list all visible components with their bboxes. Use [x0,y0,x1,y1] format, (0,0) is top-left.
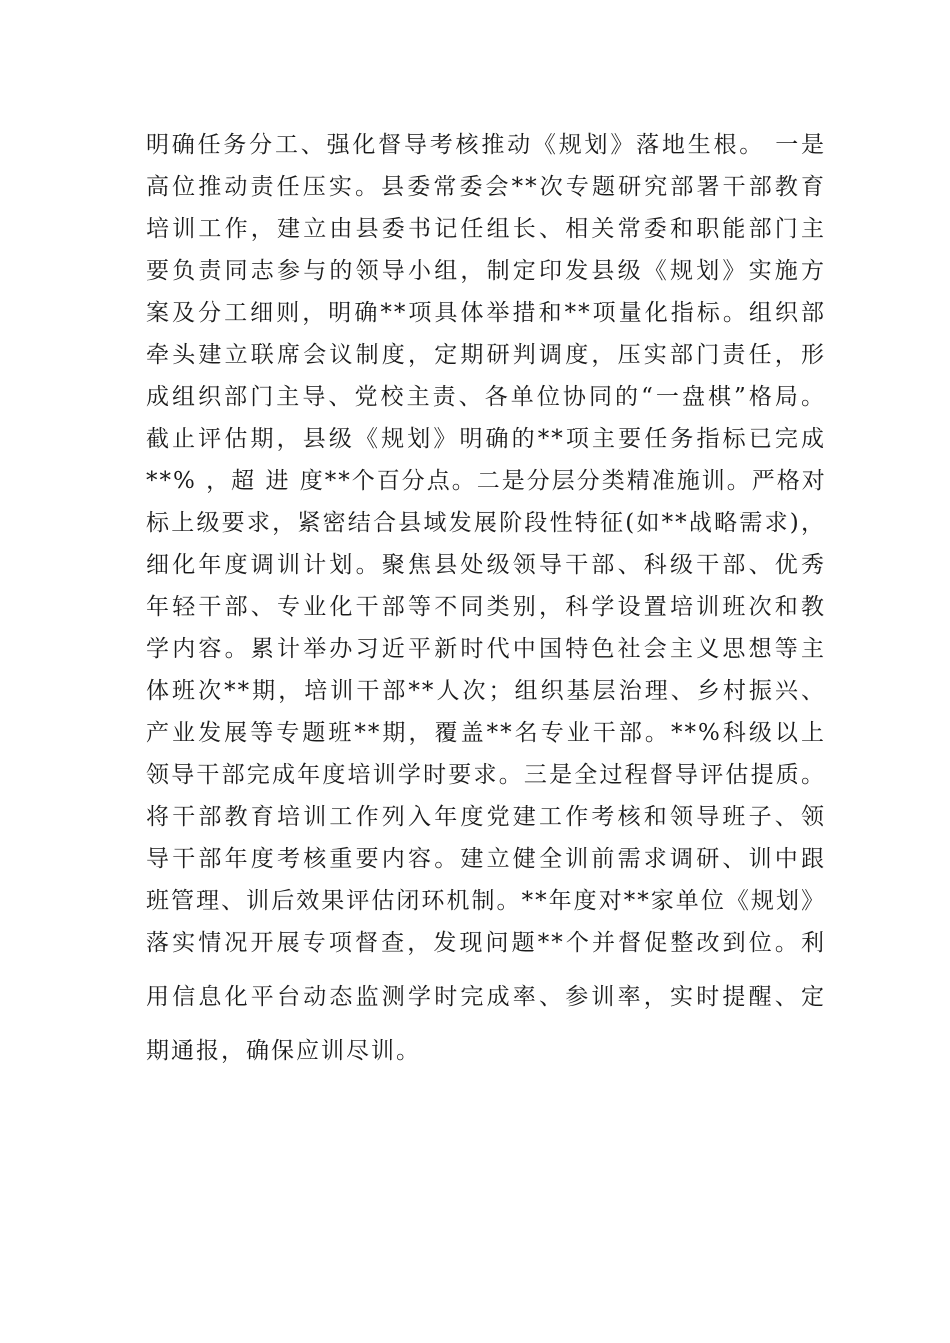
text-line: 班管理、训后效果评估闭环机制。**年度对**家单位《规划》 [146,888,826,914]
text-line: 高位推动责任压实。县委常委会**次专题研究部署干部教育 [146,174,826,200]
text-line: 年轻干部、专业化干部等不同类别，科学设置培训班次和教 [146,594,826,620]
text-line: 细化年度调训计划。聚焦县处级领导干部、科级干部、优秀 [146,552,826,578]
text-line: 标上级要求，紧密结合县域发展阶段性特征(如**战略需求)， [146,510,826,536]
text-line: 成组织部门主导、党校主责、各单位协同的“一盘棋”格局。 [146,384,826,410]
text-line: 期通报，确保应训尽训。 [146,1038,421,1064]
text-line: 牵头建立联席会议制度，定期研判调度，压实部门责任，形 [146,342,826,368]
text-line: 体班次**期，培训干部**人次；组织基层治理、乡村振兴、 [146,678,826,704]
text-line: 产业发展等专题班**期，覆盖**名专业干部。**%科级以上 [146,720,826,746]
text-line: 培训工作，建立由县委书记任组长、相关常委和职能部门主 [146,216,826,242]
text-line: **% ，超 进 度**个百分点。二是分层分类精准施训。严格对 [146,468,827,494]
text-line: 落实情况开展专项督查，发现问题**个并督促整改到位。利 [146,930,826,956]
text-line: 学内容。累计举办习近平新时代中国特色社会主义思想等主 [146,636,826,662]
text-line: 明确任务分工、强化督导考核推动《规划》落地生根。 一是 [146,132,826,158]
text-line: 用信息化平台动态监测学时完成率、参训率，实时提醒、定 [146,984,826,1010]
body-paragraph [146,124,826,1072]
text-line: 案及分工细则，明确**项具体举措和**项量化指标。组织部 [146,300,826,326]
text-line: 导干部年度考核重要内容。建立健全训前需求调研、训中跟 [146,846,826,872]
text-line: 要负责同志参与的领导小组，制定印发县级《规划》实施方 [146,258,826,284]
text-line: 截止评估期，县级《规划》明确的**项主要任务指标已完成 [146,426,826,452]
text-line: 将干部教育培训工作列入年度党建工作考核和领导班子、领 [146,804,826,830]
text-line: 领导干部完成年度培训学时要求。三是全过程督导评估提质。 [146,762,826,788]
